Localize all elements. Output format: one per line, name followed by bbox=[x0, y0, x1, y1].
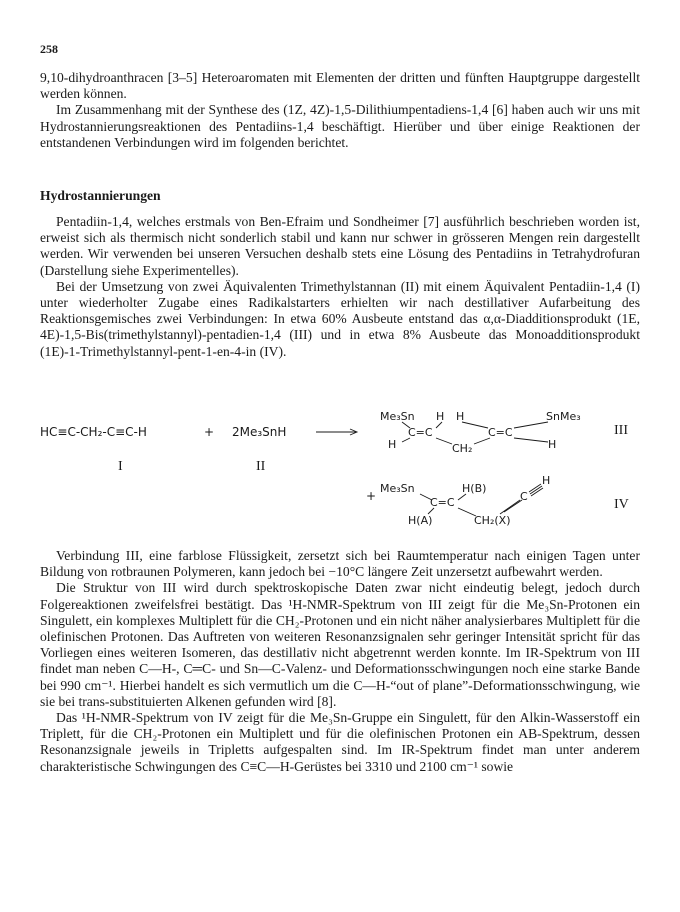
section-heading: Hydrostannierungen bbox=[40, 188, 161, 203]
iii-bond bbox=[436, 438, 452, 444]
iv-ha: H(A) bbox=[408, 514, 433, 527]
iii-bond bbox=[474, 438, 490, 444]
iii-ch2: CH₂ bbox=[452, 442, 473, 455]
iii-h-top-1: H bbox=[436, 410, 445, 423]
paragraph-continuation: 9,10-dihydroanthracen [3–5] Heteroaromaten mit Elementen der dritten und fünften Hauptgruppe dargestellt werden können. bbox=[40, 70, 640, 102]
paragraph: Verbindung III, eine farblose Flüssigkeit, zersetzt sich bei Raumtemperatur nach einigen Tagen unter Bildung von rotbraunen Polymeren, kann jedoch bei −10°C längere Zeit unzersetzt aufbewahrt werden. bbox=[40, 548, 640, 580]
label-iv: IV bbox=[614, 497, 629, 512]
iv-c: C bbox=[520, 490, 528, 503]
plus-sign: + bbox=[204, 425, 215, 439]
iii-h-bottom-right: H bbox=[548, 438, 557, 451]
paragraph: Bei der Umsetzung von zwei Äquivalenten Trimethylstannan (II) mit einem Äquivalent Pentadiin-1,4 (I) unter wiederholter Zugabe eines Radikalstarters erhielten wir nach destillativer Aufarbeitung des Reaktionsgemisches zwei Verbindungen: In etwa 60% Ausbeute entstand das α,α-Diadditionsprodukt (1E, 4E)-1,5-Bis(trimethylstannyl)-pentadien-1,4 (III) und in etwa 8% Ausbeute das Monoadditionsprodukt (1E)-1-Trimethylstannyl-pent-1-en-4-in (IV). bbox=[40, 278, 640, 359]
iv-cc: C=C bbox=[430, 496, 455, 509]
reactant-i-formula: HC≡C-CH₂-C≡C-H bbox=[40, 425, 147, 439]
iii-bond bbox=[402, 438, 410, 442]
iii-bond bbox=[462, 422, 488, 428]
iii-bond bbox=[514, 422, 548, 428]
paragraph: Pentadiin-1,4, welches erstmals von Ben-Efraim und Sondheimer [7] ausführlich beschrieben worden ist, erweist sich als thermisch nicht sonderlich stabil und kann nur schwer in grösseren Mengen rein dargestellt werden. Wir verwenden bei unseren Versuchen deshalb stets eine Lösung des Pentadiins in Tetrahydrofuran (Darstellung siehe Experimentelles). bbox=[40, 214, 640, 278]
iii-c1: C=C bbox=[408, 426, 433, 439]
reaction-scheme bbox=[0, 400, 680, 540]
paragraph: Die Struktur von III wird durch spektroskopische Daten zwar nicht eindeutig belegt, jedoch durch Folgereaktionen zweifelsfrei bestätigt. Das ¹H-NMR-Spektrum von III zeigt für die Me₃Sn-Protonen ein Singulett, ein komplexes Multiplett für die CH₂-Protonen und ein nicht näher analysierbares Multiplett für die olefinischen Protonen. Das Auftreten von weiteren Resonanzsignalen sehr geringer Intensität spricht für das Vorliegen eines weiteren Isomeren, das destillativ nicht abgetrennt werden konnte. Im IR-Spektrum von III findet man neben C—H-, C═C- und Sn—C-Valenz- und Deformationsschwingungen noch eine starke Bande bei 990 cm⁻¹. Hierbei handelt es sich vermutlich um die C—H-“out of plane”-Deformationsschwingung, wie sie bei trans-substituierten Alkenen gefunden wird [8]. bbox=[40, 580, 640, 709]
iv-ch2x: CH₂(X) bbox=[474, 514, 511, 527]
iii-snme3-right: SnMe₃ bbox=[546, 410, 581, 423]
intro-text bbox=[40, 70, 640, 151]
label-iii: III bbox=[614, 423, 628, 438]
paragraph: Im Zusammenhang mit der Synthese des (1Z, 4Z)-1,5-Dilithiumpentadiens-1,4 [6] haben auch wir uns mit Hydrostannierungsreaktionen des Pentadiins-1,4 beschäftigt. Hierüber und über einige Reaktionen der entstandenen Verbindungen wird im folgenden berichtet. bbox=[40, 102, 640, 150]
plus-sign-iv: + bbox=[366, 489, 377, 503]
iii-h-top-2: H bbox=[456, 410, 465, 423]
iv-me3sn: Me₃Sn bbox=[380, 482, 415, 495]
label-ii: II bbox=[256, 459, 266, 474]
iv-h: H bbox=[542, 474, 551, 487]
iii-bond bbox=[514, 438, 548, 442]
iv-hb: H(B) bbox=[462, 482, 487, 495]
iv-bond bbox=[504, 500, 522, 512]
page-number: 258 bbox=[40, 42, 58, 56]
iv-bond bbox=[458, 508, 476, 516]
lower-text bbox=[40, 548, 640, 775]
iii-me3sn-left: Me₃Sn bbox=[380, 410, 415, 423]
iv-bond bbox=[500, 500, 520, 514]
section-text bbox=[40, 214, 640, 360]
iii-c2: C=C bbox=[488, 426, 513, 439]
iii-h-bottom-left: H bbox=[388, 438, 397, 451]
label-i: I bbox=[118, 459, 123, 474]
paragraph: Das ¹H-NMR-Spektrum von IV zeigt für die Me₃Sn-Gruppe ein Singulett, für den Alkin-Wasserstoff ein Triplett, für die CH₂-Protonen ein Multiplett und für die olefinischen Protonen ein AB-Spektrum, dessen Resonanzsignale jeweils in Tripletts aufgespalten sind. Im IR-Spektrum findet man unter anderem charakteristische Schwingungen des C≡C—H-Gerüstes bei 3310 und 2100 cm⁻¹ sowie bbox=[40, 710, 640, 774]
reactant-ii-formula: 2Me₃SnH bbox=[232, 425, 287, 439]
